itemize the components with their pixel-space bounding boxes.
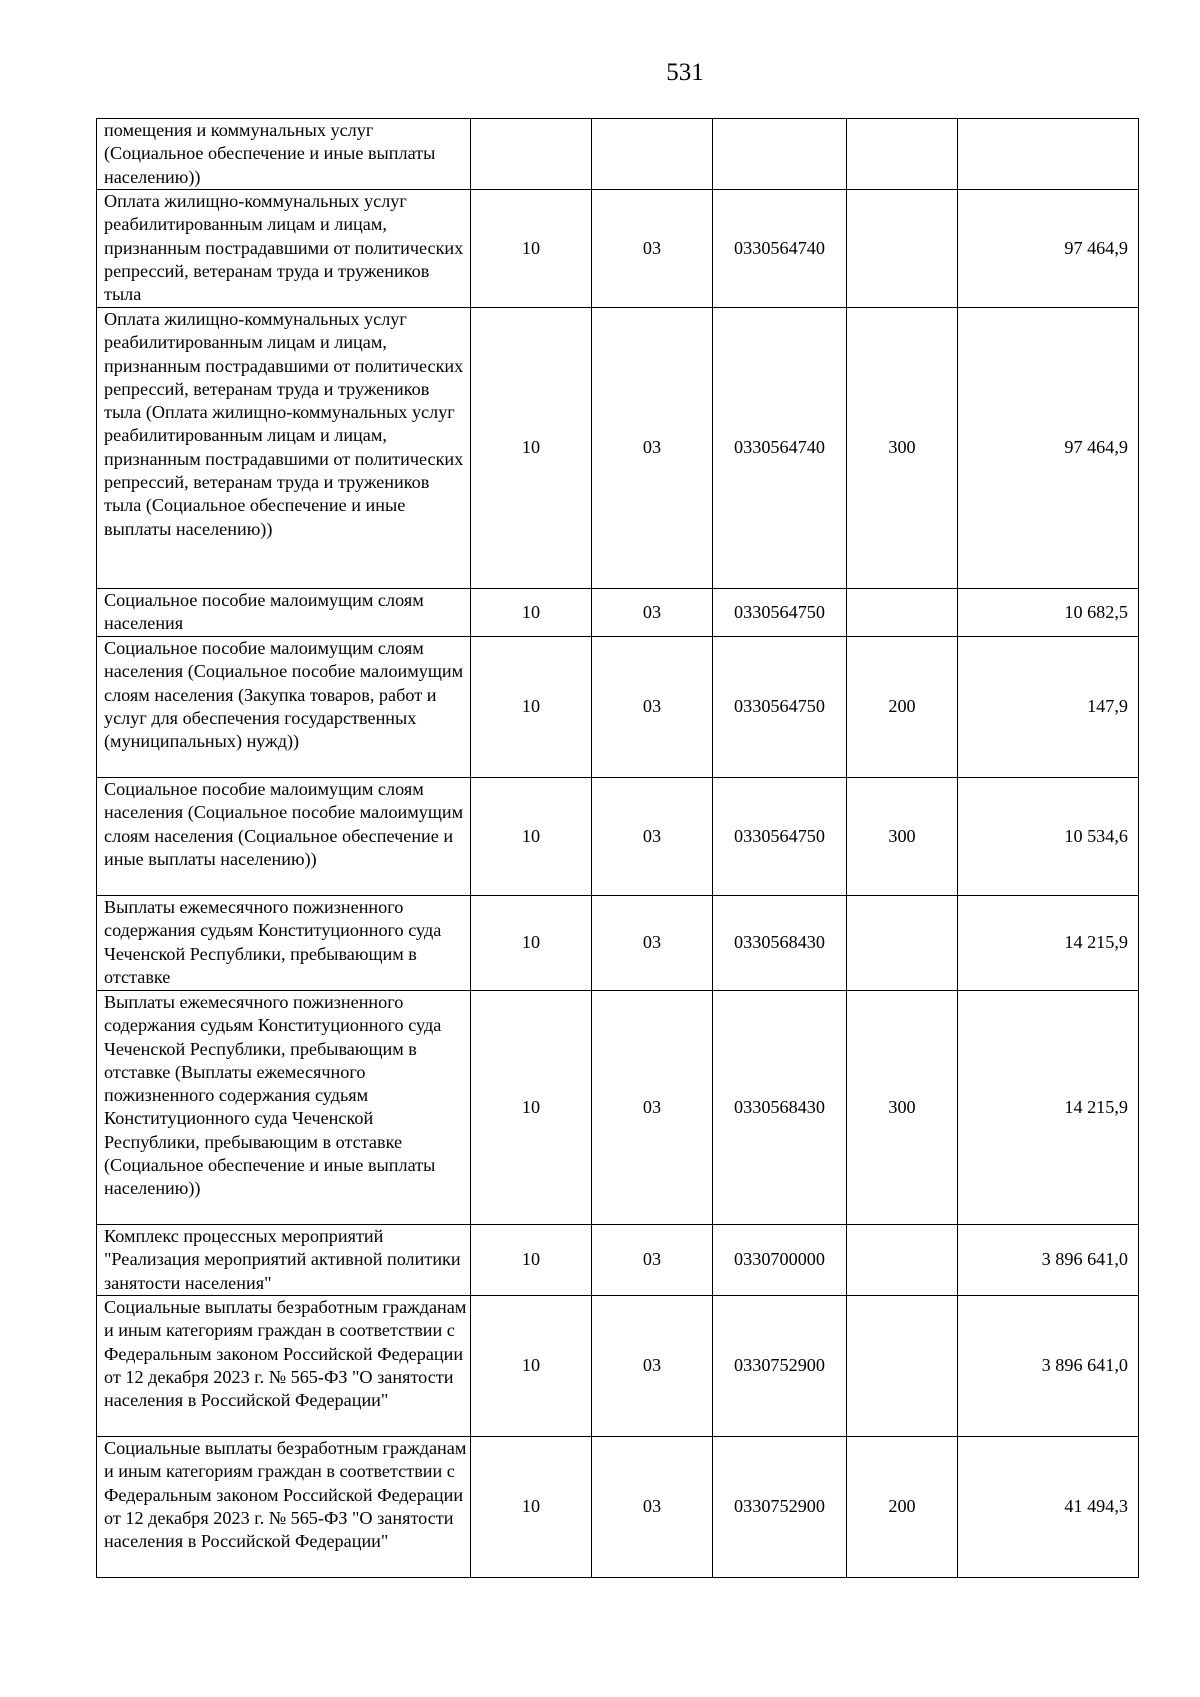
row-description: Социальное пособие малоимущим слоям населения (Социальное пособие малоимущим слоям населения (Социальное обеспечение и иные выплаты населению)) [97,778,471,896]
target-code: 0330564740 [713,190,847,308]
target-code: 0330752900 [713,1437,847,1578]
section-code: 10 [471,190,592,308]
expense-type-code [847,896,958,991]
subsection-code: 03 [592,637,713,778]
table-row [97,1225,1139,1296]
table-body [97,119,1139,1578]
subsection-code [592,119,713,190]
table-row [97,190,1139,308]
row-description: Социальное пособие малоимущим слоям населения [97,589,471,637]
section-code: 10 [471,1225,592,1296]
table-row [97,778,1139,896]
target-code: 0330564750 [713,589,847,637]
subsection-code: 03 [592,896,713,991]
expense-type-code: 300 [847,308,958,589]
subsection-code: 03 [592,589,713,637]
row-description: Оплата жилищно-коммунальных услуг реабилитированным лицам и лицам, признанным пострадавшими от политических репрессий, ветеранам труда и тружеников тыла [97,190,471,308]
amount-value: 14 215,9 [958,991,1139,1225]
subsection-code: 03 [592,190,713,308]
section-code: 10 [471,991,592,1225]
amount-value: 147,9 [958,637,1139,778]
amount-value [958,119,1139,190]
row-description: Социальные выплаты безработным гражданам и иным категориям граждан в соответствии с Федеральным законом Российской Федерации от 12 декабря 2023 г. № 565-ФЗ "О занятости населения в Российской Федерации" [97,1296,471,1437]
expense-type-code [847,1225,958,1296]
row-description: Выплаты ежемесячного пожизненного содержания судьям Конституционного суда Чеченской Республики, пребывающим в отставке (Выплаты ежемесячного пожизненного содержания судьям Конституционного суда Чеченской Республики, пребывающим в отставке (Социальное обеспечение и иные выплаты населению)) [97,991,471,1225]
target-code: 0330564750 [713,637,847,778]
expense-type-code: 300 [847,778,958,896]
table-row [97,1437,1139,1578]
target-code: 0330564750 [713,778,847,896]
section-code: 10 [471,778,592,896]
expense-type-code [847,190,958,308]
table-row [97,308,1139,589]
page-number: 531 [666,59,704,86]
table-row [97,637,1139,778]
target-code [713,119,847,190]
expense-type-code [847,119,958,190]
expense-type-code: 200 [847,1437,958,1578]
row-description: Социальные выплаты безработным гражданам и иным категориям граждан в соответствии с Федеральным законом Российской Федерации от 12 декабря 2023 г. № 565-ФЗ "О занятости населения в Российской Федерации" [97,1437,471,1578]
subsection-code: 03 [592,1437,713,1578]
section-code: 10 [471,589,592,637]
table-row [97,1296,1139,1437]
subsection-code: 03 [592,1296,713,1437]
amount-value: 10 534,6 [958,778,1139,896]
table-row [97,991,1139,1225]
amount-value: 41 494,3 [958,1437,1139,1578]
subsection-code: 03 [592,778,713,896]
expense-type-code [847,589,958,637]
amount-value: 97 464,9 [958,190,1139,308]
row-description: помещения и коммунальных услуг (Социальное обеспечение и иные выплаты населению)) [97,119,471,190]
row-description: Оплата жилищно-коммунальных услуг реабилитированным лицам и лицам, признанным пострадавшими от политических репрессий, ветеранам труда и тружеников тыла (Оплата жилищно-коммунальных услуг реабилитированным лицам и лицам, признанным пострадавшими от политических репрессий, ветеранам труда и тружеников тыла (Социальное обеспечение и иные выплаты населению)) [97,308,471,589]
target-code: 0330564740 [713,308,847,589]
row-description: Комплекс процессных мероприятий "Реализация мероприятий активной политики занятости населения" [97,1225,471,1296]
target-code: 0330752900 [713,1296,847,1437]
target-code: 0330700000 [713,1225,847,1296]
table-row [97,896,1139,991]
subsection-code: 03 [592,1225,713,1296]
section-code: 10 [471,1437,592,1578]
expense-type-code: 200 [847,637,958,778]
table-row [97,119,1139,190]
target-code: 0330568430 [713,896,847,991]
subsection-code: 03 [592,308,713,589]
section-code: 10 [471,896,592,991]
table-row [97,589,1139,637]
amount-value: 10 682,5 [958,589,1139,637]
section-code [471,119,592,190]
section-code: 10 [471,637,592,778]
budget-table [96,118,1139,1578]
amount-value: 14 215,9 [958,896,1139,991]
amount-value: 3 896 641,0 [958,1225,1139,1296]
section-code: 10 [471,1296,592,1437]
amount-value: 97 464,9 [958,308,1139,589]
row-description: Выплаты ежемесячного пожизненного содержания судьям Конституционного суда Чеченской Республики, пребывающим в отставке [97,896,471,991]
subsection-code: 03 [592,991,713,1225]
amount-value: 3 896 641,0 [958,1296,1139,1437]
expense-type-code: 300 [847,991,958,1225]
expense-type-code [847,1296,958,1437]
section-code: 10 [471,308,592,589]
row-description: Социальное пособие малоимущим слоям населения (Социальное пособие малоимущим слоям населения (Закупка товаров, работ и услуг для обеспечения государственных (муниципальных) нужд)) [97,637,471,778]
target-code: 0330568430 [713,991,847,1225]
